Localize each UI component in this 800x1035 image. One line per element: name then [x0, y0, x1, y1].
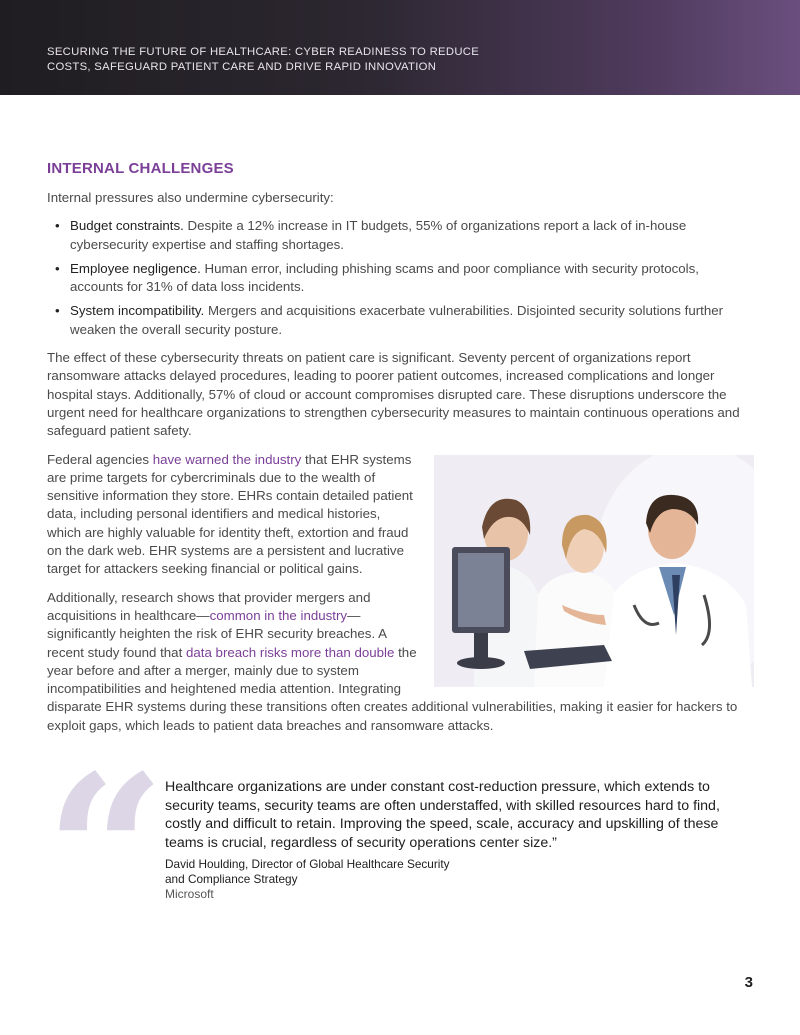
intro-paragraph: Internal pressures also undermine cybersecurity:	[47, 190, 334, 205]
list-item-lead: Employee negligence.	[70, 260, 201, 276]
bullet-icon: •	[55, 218, 60, 234]
patient-care-paragraph: The effect of these cybersecurity threats on patient care is significant. Seventy percent of organizations report ransomware attacks delayed procedures, leading to poorer patient outcomes, increased complications and longer hospital stays. Additionally, 57% of cloud or account compromises disrupted care. These disruptions underscore the urgent need for healthcare organizations to strengthen cybersecurity measures to maintain continuous operations and safeguard patient safety.	[47, 350, 740, 439]
bullet-icon: •	[55, 303, 60, 319]
paragraph-text: — significantly heighten the risk of EHR security breaches. A recent study found that	[47, 607, 387, 660]
paragraph-text: that EHR systems are prime targets for cybercriminals due to the wealth of sensitive information they store. EHRs contain detailed patient data, including personal identifiers and medical histories, which are highly valuable for identity theft, extortion and fraud on the dark web. EHR systems are a persistent and lucrative target for attackers seeking financial or political gains.	[47, 451, 413, 577]
have-warned-industry-link[interactable]: have warned the industry	[152, 451, 302, 467]
list-item	[47, 260, 754, 297]
pull-quote	[45, 729, 754, 976]
list-item-text: Human error, including phishing scams and poor compliance with security protocols, accounts for 31% of data loss incidents.	[70, 260, 699, 295]
list-item-text: Mergers and acquisitions exacerbate vulnerabilities. Disjointed security solutions further weaken the overall security posture.	[70, 303, 724, 337]
quote-mark-icon: “	[45, 729, 166, 976]
section-heading: INTERNAL CHALLENGES	[47, 160, 234, 177]
list-item	[47, 217, 754, 254]
list-item	[47, 302, 754, 339]
doctors-illustration	[434, 455, 754, 687]
paragraph-text: Additionally, research shows that provider mergers and acquisitions in healthcare—	[47, 589, 371, 623]
list-item-lead: System incompatibility.	[70, 303, 205, 319]
list-item-text: Despite a 12% increase in IT budgets, 55% of organizations report a lack of in-house cybersecurity expertise and staffing shortages.	[70, 218, 687, 252]
main-content	[47, 160, 754, 745]
page-header-banner	[0, 0, 800, 95]
page-number: 3	[744, 974, 753, 991]
document-title: SECURING THE FUTURE OF HEALTHCARE: CYBER READINESS TO REDUCE COSTS, SAFEGUARD PATIENT CARE AND DRIVE RAPID INNOVATION	[47, 46, 480, 73]
bullet-icon: •	[55, 260, 60, 276]
list-item-lead: Budget constraints.	[70, 218, 184, 234]
quote-organization: Microsoft	[165, 887, 214, 901]
paragraph-text: the year before and after a merger, mainly due to system incompatibilities and heightened media attention. Integrating disparate EHR systems during these transitions often creates additional vulnerabilities, making it easier for hackers to exploit gaps, which leads to patient data breaches and ransomware attacks.	[47, 644, 738, 733]
quote-text: Healthcare organizations are under constant cost-reduction pressure, which extends to security teams, security teams are often understaffed, with skilled resources hard to find, costly and difficult to retain. Improving the speed, scale, accuracy and upskilling of these teams is crucial, regardless of security operations center size.”	[165, 779, 720, 851]
common-in-industry-link[interactable]: common in the industry	[209, 607, 348, 623]
doctors-computer-photo	[434, 455, 754, 687]
data-breach-risks-link[interactable]: data breach risks more than double	[185, 644, 395, 660]
challenges-list	[47, 217, 754, 339]
quote-author: David Houlding, Director of Global Healthcare Security and Compliance Strategy	[165, 857, 450, 886]
paragraph-text: Federal agencies	[47, 451, 153, 467]
